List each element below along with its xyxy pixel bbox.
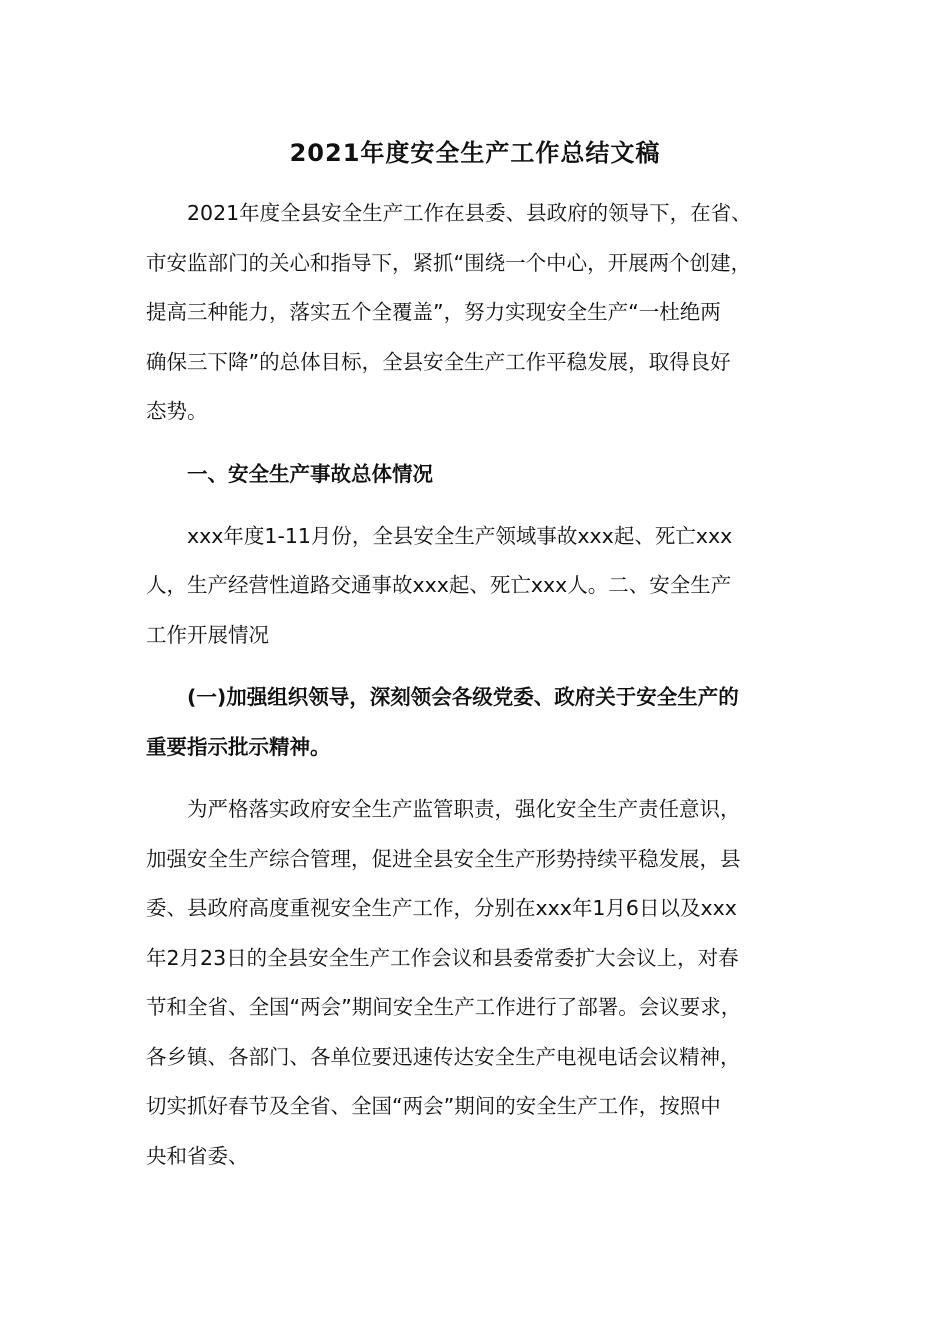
- intro-line-2: 市安监部门的关心和指导下，紧抓“围绕一个中心，开展两个创建，: [146, 251, 752, 275]
- subsection-heading-line-1: (一)加强组织领导，深刻领会各级党委、政府关于安全生产的: [146, 685, 739, 709]
- intro-line-5: 态势。: [146, 399, 208, 423]
- section-heading-1: 一、安全生产事故总体情况: [146, 462, 433, 486]
- section1-line-1: xxx年度1-11月份，全县安全生产领域事故xxx起、死亡xxx: [146, 524, 733, 548]
- subsection1-line-3: 委、县政府高度重视安全生产工作，分别在xxx年1月6日以及xxx: [146, 896, 737, 920]
- subsection-heading-line-2: 重要指示批示精神。: [146, 735, 331, 759]
- section1-line-2: 人，生产经营性道路交通事故xxx起、死亡xxx人。二、安全生产: [146, 573, 732, 597]
- section1-line-3: 工作开展情况: [146, 623, 269, 647]
- subsection1-line-7: 切实抓好春节及全省、全国“两会”期间的安全生产工作，按照中: [146, 1094, 721, 1118]
- subsection1-line-6: 各乡镇、各部门、各单位要迅速传达安全生产电视电话会议精神，: [146, 1045, 741, 1069]
- subsection1-line-8: 央和省委、: [146, 1144, 249, 1168]
- document-title: 2021年度安全生产工作总结文稿: [289, 139, 661, 167]
- subsection1-line-4: 年2月23日的全县安全生产工作会议和县委常委扩大会议上，对春: [146, 946, 739, 970]
- subsection1-line-1: 为严格落实政府安全生产监管职责，强化安全生产责任意识，: [146, 797, 741, 821]
- intro-line-4: 确保三下降”的总体目标，全县安全生产工作平稳发展，取得良好: [146, 350, 731, 374]
- intro-line-1: 2021年度全县安全生产工作在县委、县政府的领导下，在省、: [146, 201, 752, 225]
- intro-line-3: 提高三种能力，落实五个全覆盖”，努力实现安全生产“一杜绝两: [146, 300, 721, 324]
- subsection1-line-2: 加强安全生产综合管理，促进全县安全生产形势持续平稳发展，县: [146, 847, 741, 871]
- subsection1-line-5: 节和全省、全国“两会”期间安全生产工作进行了部署。会议要求，: [146, 995, 742, 1019]
